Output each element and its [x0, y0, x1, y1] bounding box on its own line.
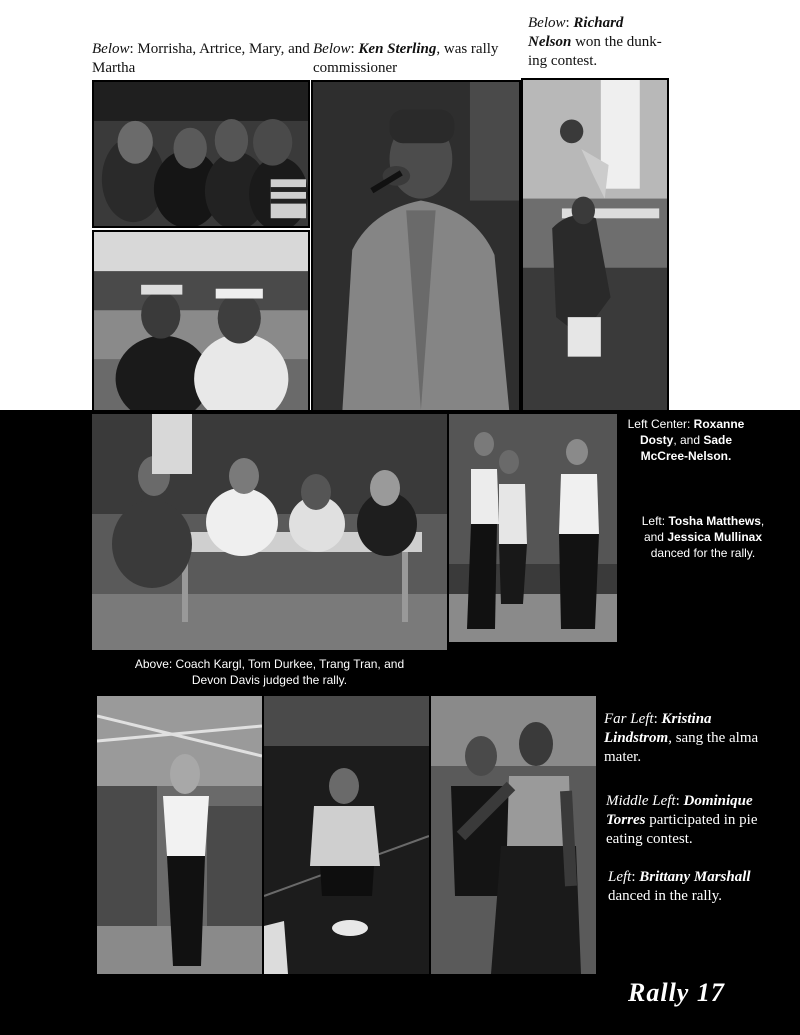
caption-above-judges: Above: Coach Kargl, Tom Durkee, Trang Tran, and Devon Davis judged the rally. — [134, 657, 405, 687]
photo-ken-sterling — [311, 80, 521, 412]
caption-bottom-left: Left: Brittany Marshall danced in the rally. — [608, 869, 751, 904]
photo-dancers-rally — [449, 414, 617, 642]
photo-dominique-torres-pie — [264, 696, 429, 974]
photo-richard-nelson-dunk — [521, 78, 669, 412]
caption-top-mid: Below: Ken Sterling, was rally commissioner — [313, 41, 499, 76]
photo-judges-table — [92, 414, 447, 650]
caption-left-center: Left Center: Roxanne Dosty, and Sade McCree-Nelson. — [627, 417, 745, 463]
caption-top-left: Below: Morrisha, Artrice, Mary, and Martha — [92, 41, 310, 76]
caption-top-right: Below: Richard Nelson won the dunk- ing contest. — [528, 15, 662, 69]
caption-left-dancers: Left: Tosha Matthews, and Jessica Mullinax danced for the rally. — [641, 514, 765, 560]
page-folio: Rally 17 — [628, 978, 725, 1007]
photo-brittany-marshall — [431, 696, 596, 974]
photo-two-girls-tiaras — [92, 230, 310, 412]
photo-four-girls — [92, 80, 310, 228]
caption-far-left: Far Left: Kristina Lindstrom, sang the alma mater. — [604, 711, 759, 765]
photo-kristina-lindstrom — [97, 696, 262, 974]
caption-middle-left: Middle Left: Dominique Torres participated in pie eating contest. — [606, 793, 758, 847]
